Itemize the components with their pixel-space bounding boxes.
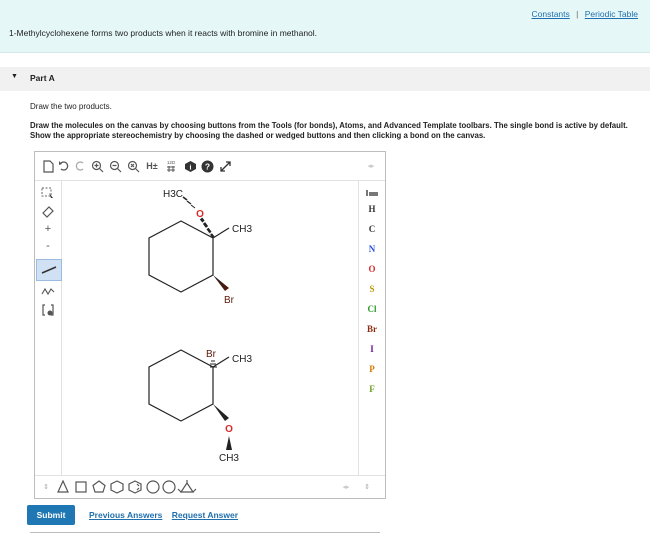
- instruction-long: Draw the molecules on the canvas by choosing buttons from the Tools (for bonds), Atoms, and Advanced Template toolbars. The single bond is active by default. Show the appropriate stereochemistry by choosing the dashed or wedged buttons and then clicking a bond on the canvas.: [30, 121, 628, 140]
- negative-charge-icon[interactable]: -: [46, 240, 50, 252]
- ch3-label-2: CH3: [232, 354, 253, 365]
- hashed-bond-methyl: [183, 197, 195, 208]
- cyclopentane-template-icon[interactable]: [93, 481, 105, 492]
- cyclohexane-ring-1: [149, 221, 213, 292]
- hydrogen-toggle-button[interactable]: H±: [146, 161, 158, 171]
- templates-scroll-arrows-icon[interactable]: ◂▸: [342, 484, 350, 491]
- chain-tool-icon[interactable]: [40, 284, 56, 298]
- atom-button-c[interactable]: C: [368, 224, 376, 234]
- periodic-table-link[interactable]: Periodic Table: [584, 9, 638, 19]
- drawing-canvas[interactable]: [61, 180, 359, 476]
- part-title: Part A: [30, 73, 55, 83]
- undo-icon[interactable]: [57, 159, 71, 173]
- atom-button-s[interactable]: S: [369, 284, 375, 294]
- eraser-icon[interactable]: [40, 204, 56, 218]
- help-button[interactable]: [200, 159, 214, 173]
- template-library-icon[interactable]: [178, 480, 196, 492]
- info-label: i: [189, 163, 191, 171]
- benzene-template-icon[interactable]: [129, 481, 141, 493]
- wedge-bond-br: [213, 275, 229, 291]
- methoxy-ch3-label: CH3: [218, 453, 240, 464]
- resource-links: [532, 9, 639, 19]
- zoom-reset-icon[interactable]: [126, 159, 140, 173]
- zoom-in-icon[interactable]: [90, 159, 104, 173]
- previous-answers-link[interactable]: Previous Answers: [89, 510, 163, 520]
- atom-button-i[interactable]: I: [370, 344, 374, 354]
- wedge-bond-och3: [226, 436, 232, 450]
- constants-link[interactable]: Constants: [531, 9, 570, 19]
- cyclohexane-template-icon[interactable]: [111, 481, 123, 493]
- help-label: ?: [204, 161, 210, 171]
- oxygen-label-1: O: [196, 209, 204, 220]
- atom-button-n[interactable]: N: [368, 244, 376, 254]
- positive-charge-icon[interactable]: +: [44, 223, 52, 235]
- atoms-toolbar: [358, 180, 385, 476]
- cyclobutane-template-icon[interactable]: [76, 482, 86, 492]
- cyclohexane-ring-2: [149, 350, 213, 421]
- isotope-button[interactable]: [164, 158, 178, 174]
- templates-scroll-left-icon[interactable]: ⇕: [43, 484, 49, 491]
- redo-icon[interactable]: [73, 159, 87, 173]
- methyl-label-1: H3C: [162, 189, 183, 200]
- link-separator: |: [576, 9, 579, 19]
- single-bond-tool[interactable]: [36, 259, 62, 281]
- atom-button-br[interactable]: Br: [367, 324, 377, 334]
- templates-toolbar: [35, 475, 385, 498]
- expand-icon[interactable]: [218, 159, 232, 173]
- lasso-select-icon[interactable]: [40, 186, 56, 200]
- product-2-molecule: [149, 349, 252, 464]
- atom-button-o[interactable]: O: [368, 264, 376, 274]
- atom-button-f[interactable]: F: [369, 384, 375, 394]
- question-text: 1-Methylcyclohexene forms two products when it reacts with bromine in methanol.: [9, 28, 318, 38]
- wedge-bond-o: [213, 404, 229, 421]
- collapse-triangle-icon[interactable]: ▼: [11, 73, 18, 80]
- ch3-label-1: CH3: [232, 224, 253, 235]
- top-toolbar: [35, 152, 385, 181]
- oxygen-label-2: O: [225, 424, 233, 435]
- answer-links: [89, 510, 245, 520]
- cyclopropane-template-icon[interactable]: [58, 481, 68, 492]
- zoom-out-icon[interactable]: [108, 159, 122, 173]
- product-1-molecule: [149, 189, 252, 306]
- molecule-drawing: [61, 180, 359, 476]
- periodic-table-picker-icon[interactable]: [364, 188, 380, 198]
- tools-toolbar: [35, 180, 62, 476]
- bromine-label-2: Br: [206, 349, 216, 360]
- part-a-header[interactable]: [0, 67, 650, 91]
- submit-button[interactable]: Submit: [27, 505, 75, 525]
- next-section-border: [30, 532, 380, 537]
- bromine-label-1: Br: [224, 295, 234, 306]
- instruction-short: Draw the two products.: [30, 102, 112, 111]
- molecule-editor: [34, 151, 386, 499]
- dashed-bond-o: [201, 219, 214, 238]
- isotope-label: 12D: [166, 159, 176, 165]
- template-shapes: [57, 480, 227, 494]
- cycloheptane-template-icon[interactable]: [147, 481, 159, 493]
- atom-button-p[interactable]: P: [369, 364, 375, 374]
- templates-scroll-right-icon[interactable]: ⇕: [364, 484, 370, 491]
- cyclooctane-template-icon[interactable]: [163, 481, 175, 493]
- atom-button-cl[interactable]: Cl: [367, 304, 377, 314]
- request-answer-link[interactable]: Request Answer: [171, 510, 239, 520]
- toolbar-scroll-arrows-icon[interactable]: ◂▸: [367, 163, 375, 170]
- atom-button-h[interactable]: H: [368, 204, 376, 214]
- question-header: [0, 0, 650, 53]
- bracket-tool-icon[interactable]: [40, 302, 56, 318]
- new-document-icon[interactable]: [41, 159, 55, 173]
- info-button[interactable]: [183, 159, 197, 173]
